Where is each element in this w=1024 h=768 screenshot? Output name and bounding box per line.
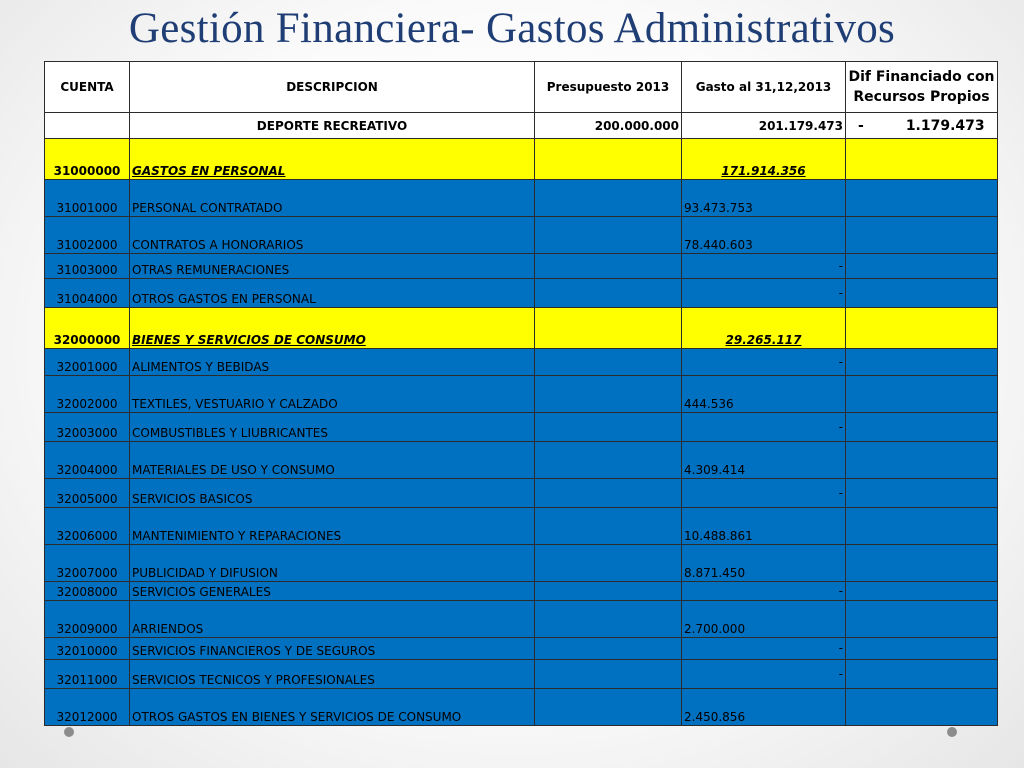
cell-dif — [846, 601, 998, 638]
cell-cuenta: 32004000 — [45, 442, 130, 479]
table-row — [45, 217, 998, 254]
cell-presupuesto — [535, 217, 682, 254]
cell-gasto: - — [682, 582, 846, 601]
summary-presupuesto: 200.000.000 — [535, 113, 682, 139]
cell-gasto: 8.871.450 — [682, 545, 846, 582]
cell-cuenta: 31002000 — [45, 217, 130, 254]
cell-gasto: 78.440.603 — [682, 217, 846, 254]
cell-presupuesto — [535, 508, 682, 545]
cell-cuenta: 32006000 — [45, 508, 130, 545]
cell-gasto: 171.914.356 — [682, 139, 846, 180]
table-row — [45, 413, 998, 442]
cell-descripcion: OTROS GASTOS EN PERSONAL — [130, 279, 535, 308]
cell-presupuesto — [535, 180, 682, 217]
cell-cuenta: 32009000 — [45, 601, 130, 638]
cell-gasto: 10.488.861 — [682, 508, 846, 545]
table-row — [45, 254, 998, 279]
cell-dif — [846, 308, 998, 349]
cell-presupuesto — [535, 279, 682, 308]
table-row — [45, 638, 998, 660]
cell-gasto: 93.473.753 — [682, 180, 846, 217]
cell-dif — [846, 545, 998, 582]
cell-descripcion: MATERIALES DE USO Y CONSUMO — [130, 442, 535, 479]
cell-cuenta: 32001000 — [45, 349, 130, 376]
cell-gasto: - — [682, 660, 846, 689]
cell-dif — [846, 479, 998, 508]
header-descripcion: DESCRIPCION — [130, 62, 535, 113]
cell-presupuesto — [535, 139, 682, 180]
table-row — [45, 180, 998, 217]
table-row — [45, 479, 998, 508]
summary-cuenta — [45, 113, 130, 139]
cell-cuenta: 32002000 — [45, 376, 130, 413]
cell-descripcion: TEXTILES, VESTUARIO Y CALZADO — [130, 376, 535, 413]
cell-dif — [846, 442, 998, 479]
cell-descripcion: PERSONAL CONTRATADO — [130, 180, 535, 217]
cell-cuenta: 32000000 — [45, 308, 130, 349]
table-row — [45, 442, 998, 479]
cell-cuenta: 31001000 — [45, 180, 130, 217]
cell-dif — [846, 638, 998, 660]
cell-dif — [846, 660, 998, 689]
cell-presupuesto — [535, 545, 682, 582]
cell-presupuesto — [535, 413, 682, 442]
cell-descripcion: OTRAS REMUNERACIONES — [130, 254, 535, 279]
cell-dif — [846, 689, 998, 726]
cell-dif — [846, 413, 998, 442]
cell-gasto: 2.700.000 — [682, 601, 846, 638]
table-row — [45, 582, 998, 601]
summary-descripcion: DEPORTE RECREATIVO — [130, 113, 535, 139]
nav-dot-right — [947, 727, 957, 737]
summary-dif-value: 1.179.473 — [905, 117, 985, 134]
cell-descripcion: MANTENIMIENTO Y REPARACIONES — [130, 508, 535, 545]
cell-descripcion: GASTOS EN PERSONAL — [130, 139, 535, 180]
cell-gasto: - — [682, 254, 846, 279]
cell-dif — [846, 508, 998, 545]
table-row — [45, 349, 998, 376]
table-row — [45, 508, 998, 545]
cell-presupuesto — [535, 689, 682, 726]
cell-cuenta: 32005000 — [45, 479, 130, 508]
summary-row — [45, 113, 998, 139]
cell-descripcion: SERVICIOS GENERALES — [130, 582, 535, 601]
cell-presupuesto — [535, 601, 682, 638]
cell-cuenta: 31004000 — [45, 279, 130, 308]
header-presupuesto: Presupuesto 2013 — [535, 62, 682, 113]
cell-presupuesto — [535, 442, 682, 479]
cell-dif — [846, 376, 998, 413]
cell-cuenta: 32007000 — [45, 545, 130, 582]
cell-gasto: 29.265.117 — [682, 308, 846, 349]
cell-descripcion: ALIMENTOS Y BEBIDAS — [130, 349, 535, 376]
cell-dif — [846, 180, 998, 217]
cell-cuenta: 32010000 — [45, 638, 130, 660]
table-row — [45, 376, 998, 413]
cell-descripcion: OTROS GASTOS EN BIENES Y SERVICIOS DE CONSUMO — [130, 689, 535, 726]
cell-presupuesto — [535, 582, 682, 601]
cell-gasto: - — [682, 349, 846, 376]
table-row — [45, 689, 998, 726]
cell-dif — [846, 217, 998, 254]
header-cuenta: CUENTA — [45, 62, 130, 113]
cell-descripcion: ARRIENDOS — [130, 601, 535, 638]
cell-descripcion: SERVICIOS TECNICOS Y PROFESIONALES — [130, 660, 535, 689]
cell-cuenta: 31000000 — [45, 139, 130, 180]
cell-presupuesto — [535, 308, 682, 349]
cell-dif — [846, 139, 998, 180]
cell-presupuesto — [535, 479, 682, 508]
table-row — [45, 601, 998, 638]
cell-gasto: 444.536 — [682, 376, 846, 413]
cell-gasto: - — [682, 479, 846, 508]
cell-gasto: 2.450.856 — [682, 689, 846, 726]
cell-presupuesto — [535, 349, 682, 376]
cell-presupuesto — [535, 638, 682, 660]
cell-cuenta: 32011000 — [45, 660, 130, 689]
cell-dif — [846, 279, 998, 308]
table-header-row — [45, 62, 998, 113]
cell-cuenta: 31003000 — [45, 254, 130, 279]
subtitle-row — [45, 308, 998, 349]
cell-gasto: - — [682, 413, 846, 442]
cell-cuenta: 32003000 — [45, 413, 130, 442]
page-title: Gestión Financiera- Gastos Administrativos — [128, 5, 896, 52]
header-gasto: Gasto al 31,12,2013 — [682, 62, 846, 113]
cell-descripcion: CONTRATOS A HONORARIOS — [130, 217, 535, 254]
cell-gasto: - — [682, 638, 846, 660]
budget-table — [44, 61, 998, 726]
cell-gasto: - — [682, 279, 846, 308]
cell-presupuesto — [535, 376, 682, 413]
cell-descripcion: SERVICIOS FINANCIEROS Y DE SEGUROS — [130, 638, 535, 660]
subtitle-row — [45, 139, 998, 180]
header-dif-financiado: Dif Financiado con Recursos Propios — [846, 62, 998, 113]
cell-descripcion: BIENES Y SERVICIOS DE CONSUMO — [130, 308, 535, 349]
cell-presupuesto — [535, 254, 682, 279]
cell-dif — [846, 582, 998, 601]
table-row — [45, 279, 998, 308]
cell-descripcion: SERVICIOS BASICOS — [130, 479, 535, 508]
cell-gasto: 4.309.414 — [682, 442, 846, 479]
summary-dif — [846, 113, 998, 139]
cell-dif — [846, 349, 998, 376]
cell-cuenta: 32012000 — [45, 689, 130, 726]
summary-gasto: 201.179.473 — [682, 113, 846, 139]
nav-dot-left — [64, 727, 74, 737]
table-row — [45, 660, 998, 689]
cell-descripcion: COMBUSTIBLES Y LIUBRICANTES — [130, 413, 535, 442]
cell-presupuesto — [535, 660, 682, 689]
cell-descripcion: PUBLICIDAD Y DIFUSION — [130, 545, 535, 582]
table-row — [45, 545, 998, 582]
cell-cuenta: 32008000 — [45, 582, 130, 601]
summary-dif-sign: - — [858, 117, 864, 134]
cell-dif — [846, 254, 998, 279]
